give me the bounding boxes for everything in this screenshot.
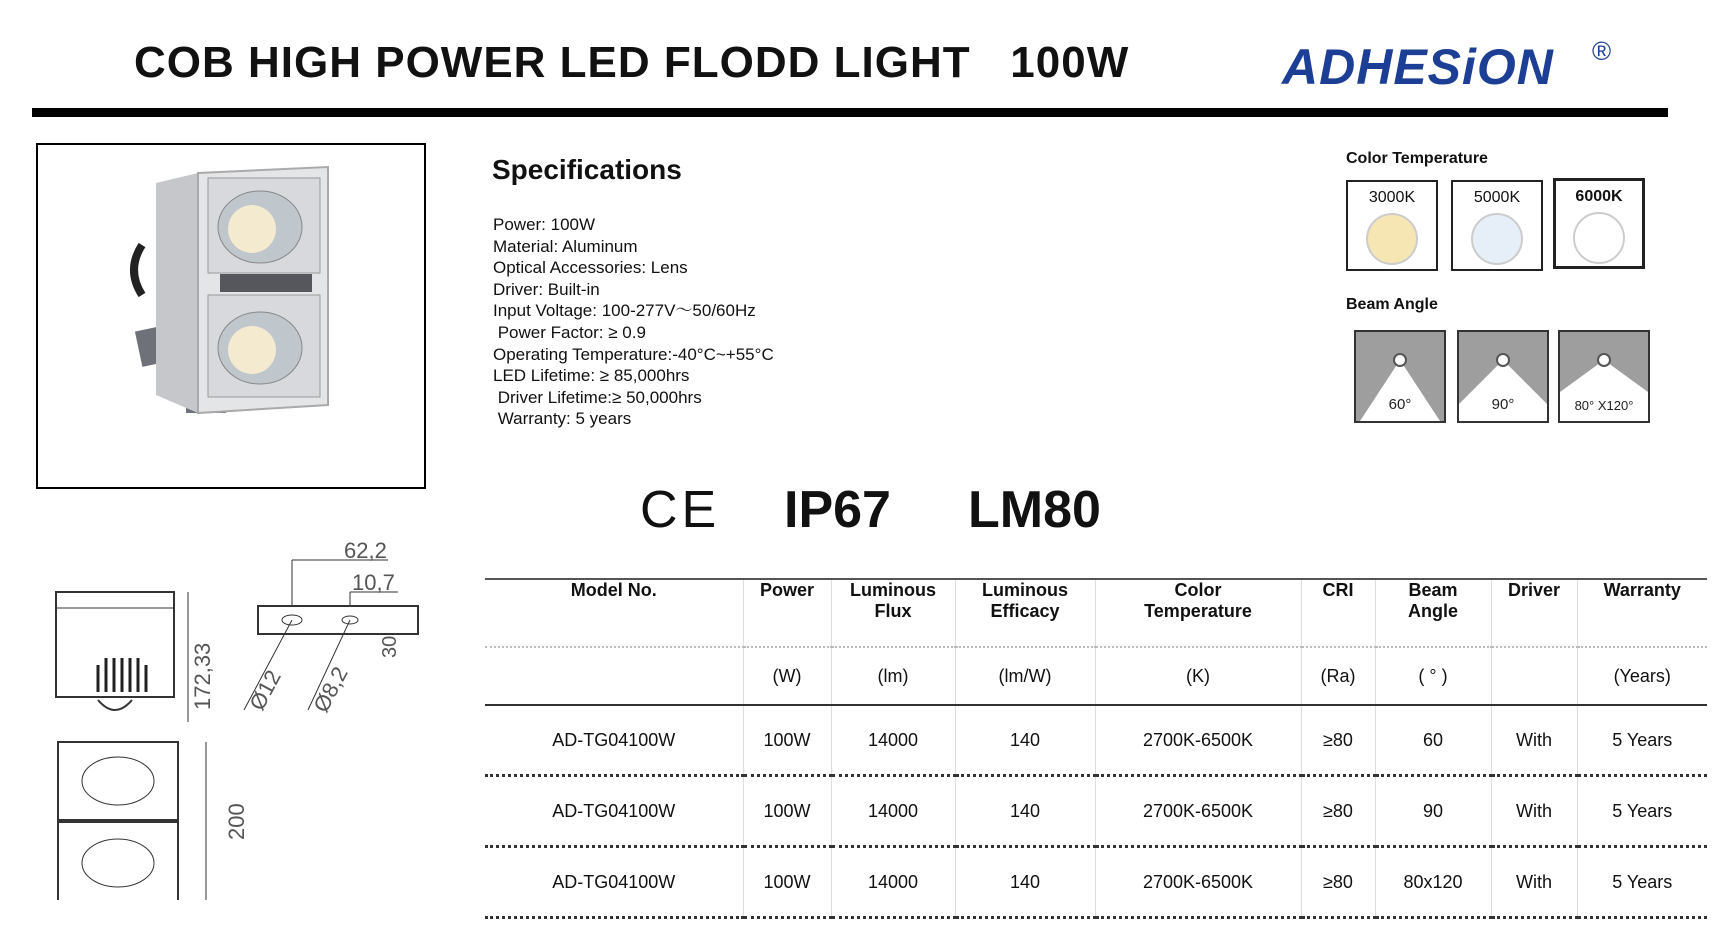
header-model: Model No.	[485, 579, 743, 647]
table-cell: 140	[955, 705, 1095, 776]
swatch-label: 6000K	[1575, 188, 1623, 205]
swatch-3000k	[1346, 180, 1438, 271]
table-cell: 5 Years	[1577, 705, 1707, 776]
header-flux: Luminous Flux	[831, 579, 955, 647]
dimension-drawing	[48, 530, 428, 900]
technical-drawings	[48, 530, 428, 900]
table-cell: 14000	[831, 847, 955, 918]
unit-cell: (Ra)	[1301, 647, 1375, 705]
header-cri: CRI	[1301, 579, 1375, 647]
table-cell: 2700K-6500K	[1095, 705, 1301, 776]
header-beam: Beam Angle	[1375, 579, 1491, 647]
lm80-mark: LM80	[968, 481, 1101, 539]
swatch-6000k	[1553, 178, 1645, 269]
ip-rating: IP67	[784, 481, 891, 539]
swatch-5000k	[1451, 180, 1543, 271]
table-cell: 14000	[831, 705, 955, 776]
spec-item: Warranty: 5 years	[493, 409, 632, 429]
color-temperature-heading: Color Temperature	[1346, 150, 1488, 167]
unit-cell	[485, 647, 743, 705]
table-cell: 90	[1375, 776, 1491, 847]
beam-label: 60°	[1388, 396, 1412, 413]
table-cell: ≥80	[1301, 705, 1375, 776]
table-cell: AD-TG04100W	[485, 847, 743, 918]
table-cell: 14000	[831, 776, 955, 847]
table-row	[485, 776, 1707, 847]
table-cell: 80x120	[1375, 847, 1491, 918]
model-table	[485, 578, 1707, 919]
unit-cell: (lm/W)	[955, 647, 1095, 705]
table-cell: 5 Years	[1577, 847, 1707, 918]
swatch-label: 5000K	[1473, 189, 1521, 206]
ce-mark: CE	[640, 481, 721, 539]
page-title: COB HIGH POWER LED FLODD LIGHT 100W	[134, 38, 1130, 87]
table-cell: 2700K-6500K	[1095, 847, 1301, 918]
flood-light-image	[38, 145, 424, 487]
table-row	[485, 705, 1707, 776]
table-cell: 5 Years	[1577, 776, 1707, 847]
spec-item: Power: 100W	[493, 215, 596, 234]
table-cell: AD-TG04100W	[485, 776, 743, 847]
table-cell: ≥80	[1301, 847, 1375, 918]
beam-angle-heading: Beam Angle	[1346, 296, 1438, 313]
color-dot	[1366, 213, 1418, 265]
table-cell: ≥80	[1301, 776, 1375, 847]
dim-30: 30	[379, 635, 401, 658]
table-header-row	[485, 579, 1707, 647]
spec-item: Input Voltage: 100-277V～50/60Hz	[493, 301, 756, 321]
color-dot	[1471, 213, 1523, 265]
unit-cell: (K)	[1095, 647, 1301, 705]
header-power: Power	[743, 579, 831, 647]
table-cell: With	[1491, 847, 1577, 918]
spec-item: LED Lifetime: ≥ 85,000hrs	[493, 366, 690, 386]
table-cell: AD-TG04100W	[485, 705, 743, 776]
beam-60	[1354, 330, 1446, 423]
table-cell: With	[1491, 705, 1577, 776]
dim-10-7: 10,7	[352, 570, 395, 595]
unit-cell: (W)	[743, 647, 831, 705]
color-dot	[1573, 212, 1625, 264]
dim-diameter-12: Ø12	[244, 665, 286, 715]
brand-logo: ADHESiON	[1282, 39, 1554, 95]
table-units-row	[485, 647, 1707, 705]
spec-item: Operating Temperature:-40°C~+55°C	[493, 344, 774, 364]
unit-cell	[1491, 647, 1577, 705]
header-efficacy: Luminous Efficacy	[955, 579, 1095, 647]
spec-item: Power Factor: ≥ 0.9	[493, 322, 646, 342]
specifications-list	[493, 214, 774, 430]
beam-80x120	[1558, 330, 1650, 423]
dim-height: 172,33	[190, 642, 215, 710]
header-rule	[32, 108, 1668, 117]
dim-62-2: 62,2	[344, 538, 387, 563]
table-cell: 2700K-6500K	[1095, 776, 1301, 847]
registered-mark: ®	[1592, 36, 1612, 66]
dim-width: 200	[224, 803, 249, 840]
beam-label: 80° X120°	[1574, 398, 1634, 413]
specifications-heading: Specifications	[492, 154, 682, 185]
swatch-label: 3000K	[1368, 189, 1416, 206]
table-cell: 140	[955, 847, 1095, 918]
dim-diameter-8-2: Ø8,2	[308, 662, 353, 717]
spec-item: Optical Accessories: Lens	[493, 258, 688, 278]
header-driver: Driver	[1491, 579, 1577, 647]
spec-item: Material: Aluminum	[493, 236, 638, 256]
table-cell: 140	[955, 776, 1095, 847]
table-cell: 100W	[743, 776, 831, 847]
product-photo	[36, 143, 426, 489]
table-cell: 60	[1375, 705, 1491, 776]
table-cell: With	[1491, 776, 1577, 847]
unit-cell: ( ° )	[1375, 647, 1491, 705]
unit-cell: (Years)	[1577, 647, 1707, 705]
table-row	[485, 847, 1707, 918]
unit-cell: (lm)	[831, 647, 955, 705]
header-warranty: Warranty	[1577, 579, 1707, 647]
table-cell: 100W	[743, 847, 831, 918]
beam-label: 90°	[1491, 396, 1515, 413]
spec-item: Driver Lifetime:≥ 50,000hrs	[493, 387, 702, 407]
header-color-temp: Color Temperature	[1095, 579, 1301, 647]
table-cell: 100W	[743, 705, 831, 776]
spec-item: Driver: Built-in	[493, 279, 600, 299]
beam-90	[1457, 330, 1549, 423]
